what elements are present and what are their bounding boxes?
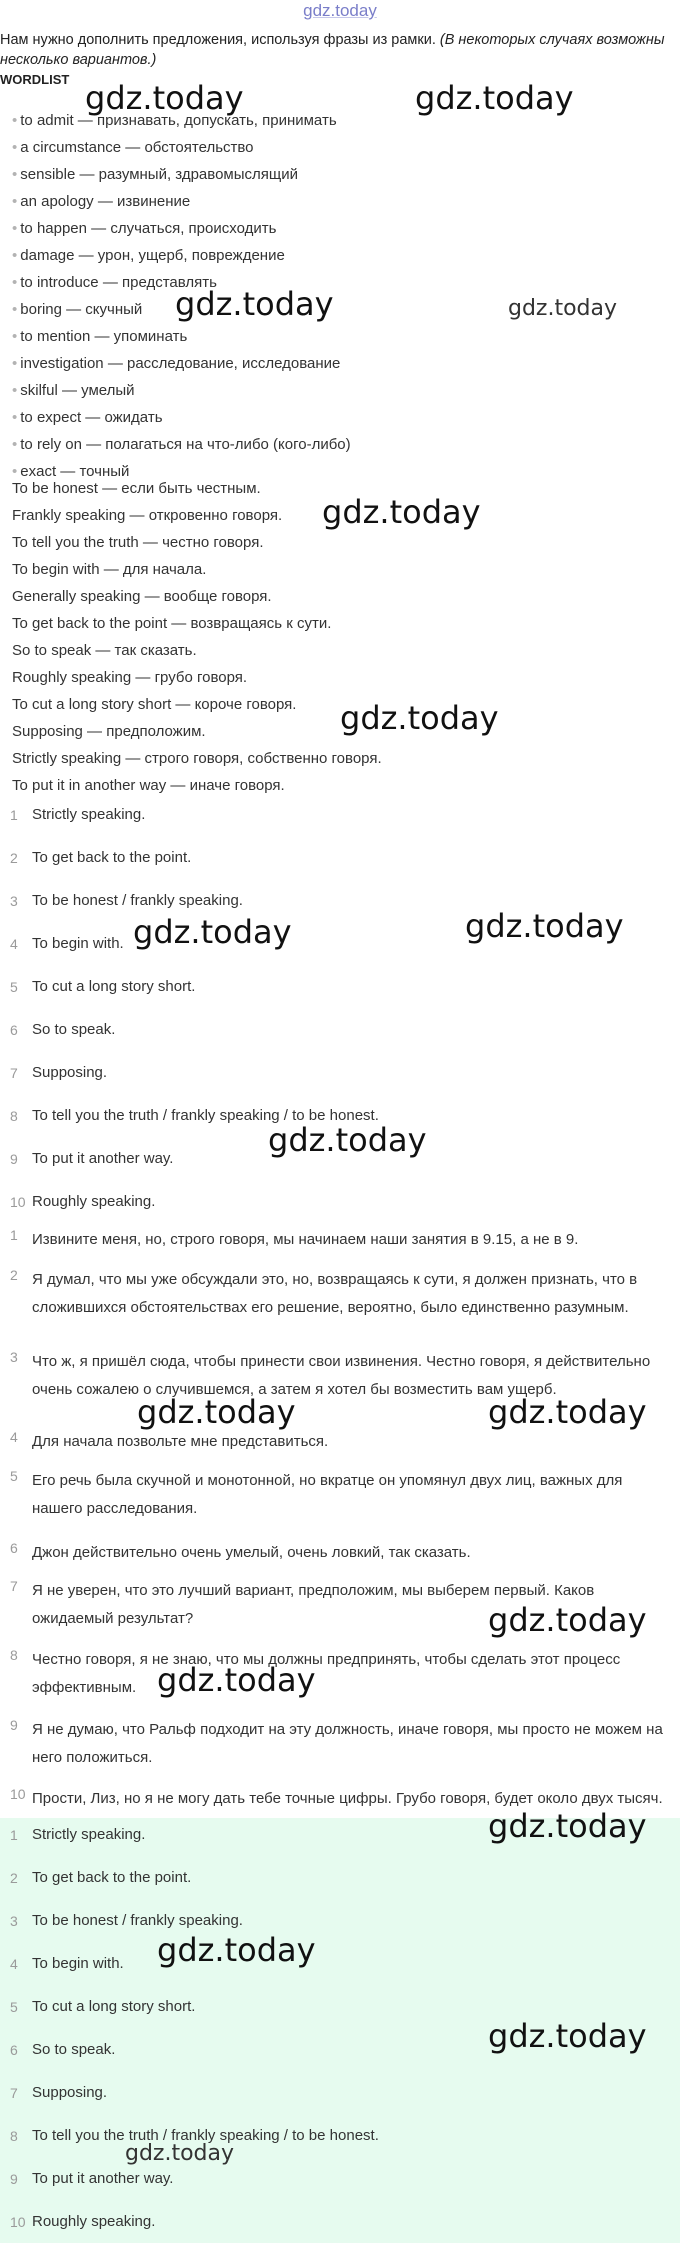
phrase-item: Supposing — предположим. bbox=[12, 723, 206, 740]
bullet-icon: • bbox=[12, 328, 18, 345]
bullet-icon: • bbox=[12, 220, 18, 237]
bullet-icon: • bbox=[12, 112, 18, 129]
item-text: Прости, Лиз, но я не могу дать тебе точные цифры. Грубо говоря, будет около двух тысяч. bbox=[32, 1790, 663, 1807]
item-number: 7 bbox=[10, 1065, 18, 1081]
item-number: 6 bbox=[10, 2042, 18, 2058]
wordlist-item-text: skilful — умелый bbox=[20, 382, 135, 399]
item-number: 5 bbox=[10, 1999, 18, 2015]
bullet-icon: • bbox=[12, 382, 18, 399]
item-text: Джон действительно очень умелый, очень ловкий, так сказать. bbox=[32, 1544, 471, 1561]
phrase-item: To cut a long story short — короче говоря. bbox=[12, 696, 297, 713]
item-text: Для начала позвольте мне представиться. bbox=[32, 1433, 329, 1450]
watermark: gdz.today bbox=[133, 913, 292, 951]
item-text: To begin with. bbox=[32, 935, 124, 952]
watermark: gdz.today bbox=[415, 79, 574, 117]
watermark: gdz.today bbox=[175, 285, 334, 323]
item-number: 8 bbox=[10, 1108, 18, 1124]
item-number: 4 bbox=[10, 1429, 18, 1445]
item-text: Я думал, что мы уже обсуждали это, но, возвращаясь к сути, я должен признать, что в сложившихся обстоятельствах его решение, вероятно, было единственно разумным. bbox=[32, 1271, 638, 1316]
item-number: 1 bbox=[10, 1827, 18, 1843]
item-text: Извините меня, но, строго говоря, мы начинаем наши занятия в 9.15, а не в 9. bbox=[32, 1231, 579, 1248]
watermark: gdz.today bbox=[488, 2017, 647, 2055]
item-number: 4 bbox=[10, 1956, 18, 1972]
item-number: 7 bbox=[10, 2085, 18, 2101]
item-text: Supposing. bbox=[32, 1064, 108, 1081]
wordlist-item bbox=[12, 247, 285, 265]
bullet-icon: • bbox=[12, 247, 18, 264]
item-text: To get back to the point. bbox=[32, 849, 192, 866]
item-number: 6 bbox=[10, 1540, 18, 1556]
phrase-item: Strictly speaking — строго говоря, собственно говоря. bbox=[12, 750, 382, 767]
wordlist-item-text: to mention — упоминать bbox=[20, 328, 188, 345]
bullet-icon: • bbox=[12, 193, 18, 210]
wordlist-title: WORDLIST bbox=[0, 72, 70, 87]
item-text: To get back to the point. bbox=[32, 1869, 192, 1886]
item-number: 8 bbox=[10, 1647, 18, 1663]
item-text: So to speak. bbox=[32, 2041, 116, 2058]
item-number: 10 bbox=[10, 1786, 26, 1802]
task-instruction bbox=[0, 30, 672, 70]
item-number: 5 bbox=[10, 1468, 18, 1484]
item-number: 1 bbox=[10, 807, 18, 823]
wordlist-item bbox=[12, 220, 276, 238]
item-text: To begin with. bbox=[32, 1955, 124, 1972]
phrase-item: To tell you the truth — честно говоря. bbox=[12, 534, 264, 551]
wordlist-item-text: sensible — разумный, здравомыслящий bbox=[20, 166, 298, 183]
item-number: 7 bbox=[10, 1578, 18, 1594]
bullet-icon: • bbox=[12, 274, 18, 291]
item-number: 10 bbox=[10, 2214, 26, 2230]
phrase-item: Frankly speaking — откровенно говоря. bbox=[12, 507, 283, 524]
item-text: Supposing. bbox=[32, 2084, 108, 2101]
watermark: gdz.today bbox=[268, 1121, 427, 1159]
item-text: To cut a long story short. bbox=[32, 1998, 196, 2015]
wordlist-item bbox=[12, 463, 129, 481]
item-number: 4 bbox=[10, 936, 18, 952]
watermark: gdz.today bbox=[157, 1931, 316, 1969]
wordlist-item-text: to rely on — полагаться на что-либо (кого-либо) bbox=[20, 436, 351, 453]
item-number: 2 bbox=[10, 1267, 18, 1283]
item-text: Strictly speaking. bbox=[32, 806, 146, 823]
item-text: To cut a long story short. bbox=[32, 978, 196, 995]
bullet-icon: • bbox=[12, 139, 18, 156]
watermark: gdz.today bbox=[340, 699, 499, 737]
wordlist-item bbox=[12, 355, 340, 373]
bullet-icon: • bbox=[12, 409, 18, 426]
item-number: 9 bbox=[10, 2171, 18, 2187]
watermark: gdz.today bbox=[488, 1393, 647, 1431]
item-text: Что ж, я пришёл сюда, чтобы принести свои извинения. Честно говоря, я действительно очень сожалею о случившемся, а затем я хотел бы возместить вам ущерб. bbox=[32, 1353, 651, 1398]
watermark: gdz.today bbox=[508, 296, 618, 321]
wordlist-item-text: boring — скучный bbox=[20, 301, 143, 318]
item-text: Roughly speaking. bbox=[32, 2213, 156, 2230]
item-number: 1 bbox=[10, 1227, 18, 1243]
watermark: gdz.today bbox=[85, 79, 244, 117]
watermark: gdz.today bbox=[488, 1601, 647, 1639]
item-text: To put it another way. bbox=[32, 1150, 174, 1167]
bullet-icon: • bbox=[12, 166, 18, 183]
item-text: To be honest / frankly speaking. bbox=[32, 1912, 243, 1929]
wordlist-item bbox=[12, 139, 254, 157]
watermark: gdz.today bbox=[488, 1807, 647, 1845]
item-text: Его речь была скучной и монотонной, но вкратце он упомянул двух лиц, важных для нашего расследования. bbox=[32, 1472, 623, 1517]
item-text: Strictly speaking. bbox=[32, 1826, 146, 1843]
phrase-item: To get back to the point — возвращаясь к сути. bbox=[12, 615, 332, 632]
bullet-icon: • bbox=[12, 355, 18, 372]
wordlist-item-text: an apology — извинение bbox=[20, 193, 191, 210]
item-number: 6 bbox=[10, 1022, 18, 1038]
item-text: Я не думаю, что Ральф подходит на эту должность, иначе говоря, мы просто не можем на него положиться. bbox=[32, 1721, 663, 1766]
task-note: (В некоторых случаях возможны несколько вариантов.) bbox=[0, 32, 665, 68]
item-number: 2 bbox=[10, 1870, 18, 1886]
item-number: 3 bbox=[10, 893, 18, 909]
item-number: 3 bbox=[10, 1913, 18, 1929]
item-text: Я не уверен, что это лучший вариант, предположим, мы выберем первый. Каков ожидаемый результат? bbox=[32, 1582, 595, 1627]
wordlist-item-text: to happen — случаться, происходить bbox=[20, 220, 277, 237]
wordlist-item-text: exact — точный bbox=[20, 463, 130, 480]
bullet-icon: • bbox=[12, 436, 18, 453]
item-number: 9 bbox=[10, 1151, 18, 1167]
wordlist-item-text: to admit — признавать, допускать, принимать bbox=[20, 112, 337, 129]
phrase-item: So to speak — так сказать. bbox=[12, 642, 197, 659]
wordlist-item-text: to expect — ожидать bbox=[20, 409, 163, 426]
item-number: 10 bbox=[10, 1194, 26, 1210]
item-number: 8 bbox=[10, 2128, 18, 2144]
wordlist-item-text: investigation — расследование, исследование bbox=[20, 355, 341, 372]
wordlist-item-text: a circumstance — обстоятельство bbox=[20, 139, 254, 156]
phrase-item: Generally speaking — вообще говоря. bbox=[12, 588, 272, 605]
phrase-item: To put it in another way — иначе говоря. bbox=[12, 777, 285, 794]
item-number: 3 bbox=[10, 1349, 18, 1365]
item-text: To put it another way. bbox=[32, 2170, 174, 2187]
wordlist-item-text: damage — урон, ущерб, повреждение bbox=[20, 247, 285, 264]
task-text: Нам нужно дополнить предложения, используя фразы из рамки. bbox=[0, 32, 436, 48]
bullet-icon: • bbox=[12, 301, 18, 318]
phrase-item: Roughly speaking — грубо говоря. bbox=[12, 669, 248, 686]
watermark: gdz.today bbox=[157, 1661, 316, 1699]
watermark: gdz.today bbox=[465, 907, 624, 945]
wordlist-item bbox=[12, 382, 135, 400]
wordlist-item bbox=[12, 166, 298, 184]
wordlist-item bbox=[12, 436, 351, 454]
item-number: 9 bbox=[10, 1717, 18, 1733]
item-text: To tell you the truth / frankly speaking / to be honest. bbox=[32, 1107, 379, 1124]
item-text: Честно говоря, я не знаю, что мы должны предпринять, чтобы сделать этот процесс эффективным. bbox=[32, 1651, 621, 1696]
wordlist-item-text: to introduce — представлять bbox=[20, 274, 217, 291]
watermark: gdz.today bbox=[137, 1393, 296, 1431]
site-logo[interactable]: gdz.today bbox=[303, 1, 377, 20]
phrase-item: To begin with — для начала. bbox=[12, 561, 207, 578]
wordlist-item bbox=[12, 409, 163, 427]
phrase-item: To be honest — если быть честным. bbox=[12, 480, 261, 497]
watermark: gdz.today bbox=[125, 2141, 235, 2166]
item-number: 5 bbox=[10, 979, 18, 995]
wordlist-item bbox=[12, 193, 190, 211]
item-number: 2 bbox=[10, 850, 18, 866]
item-text: To be honest / frankly speaking. bbox=[32, 892, 243, 909]
item-text: To tell you the truth / frankly speaking / to be honest. bbox=[32, 2127, 379, 2144]
wordlist-item bbox=[12, 301, 142, 319]
item-text: Roughly speaking. bbox=[32, 1193, 156, 1210]
wordlist-item bbox=[12, 328, 187, 346]
item-text: So to speak. bbox=[32, 1021, 116, 1038]
bullet-icon: • bbox=[12, 463, 18, 480]
watermark: gdz.today bbox=[322, 493, 481, 531]
